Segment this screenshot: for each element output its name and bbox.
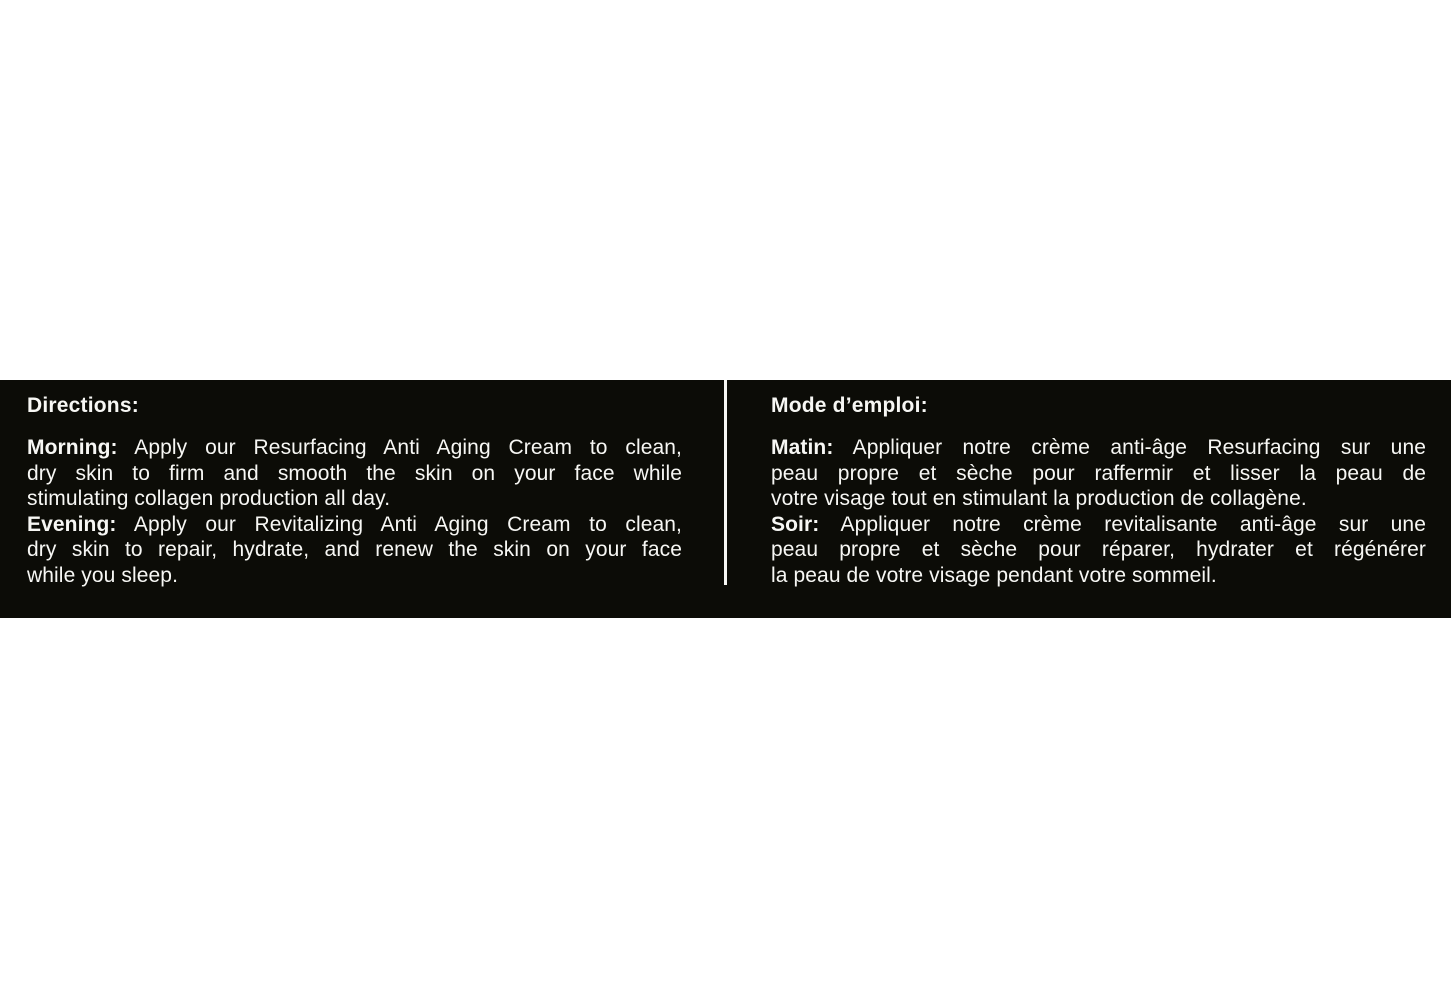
- matin-label: Matin:: [771, 436, 834, 459]
- soir-line-2: peau propre et sèche pour réparer, hydrater et régénérer: [771, 538, 1426, 561]
- morning-line-1-text: Apply our Resurfacing Anti Aging Cream to clean,: [117, 436, 682, 459]
- directions-english-column: [27, 393, 682, 588]
- directions-body-fr: [771, 435, 1426, 588]
- soir-label: Soir:: [771, 512, 820, 536]
- directions-body-en: [27, 435, 682, 588]
- directions-heading-fr: Mode d’emploi:: [771, 394, 928, 417]
- soir-line-3: la peau de votre visage pendant votre sommeil.: [771, 563, 1217, 587]
- morning-line-3: stimulating collagen production all day.: [27, 487, 391, 510]
- matin-line-1: [771, 435, 1426, 461]
- soir-line-1: [771, 512, 1426, 538]
- evening-line-3: while you sleep.: [27, 563, 179, 587]
- matin-line-3: votre visage tout en stimulant la production de collagène.: [771, 487, 1307, 510]
- directions-heading-en: Directions:: [27, 394, 139, 417]
- column-divider: [724, 380, 727, 585]
- evening-line-2: dry skin to repair, hydrate, and renew the skin on your face: [27, 538, 682, 561]
- evening-line-1-text: Apply our Revitalizing Anti Aging Cream to clean,: [116, 512, 682, 536]
- matin-line-1-text: Appliquer notre crème anti-âge Resurfacing sur une: [833, 436, 1426, 459]
- soir-line-1-text: Appliquer notre crème revitalisante anti-âge sur une: [819, 512, 1426, 536]
- directions-french-column: [771, 393, 1426, 588]
- morning-line-1: [27, 435, 682, 461]
- morning-label: Morning:: [27, 436, 118, 459]
- evening-label: Evening:: [27, 512, 117, 536]
- evening-line-1: [27, 512, 682, 538]
- directions-band: [0, 380, 1451, 618]
- matin-line-2: peau propre et sèche pour raffermir et lisser la peau de: [771, 461, 1426, 485]
- morning-line-2: dry skin to firm and smooth the skin on your face while: [27, 461, 682, 485]
